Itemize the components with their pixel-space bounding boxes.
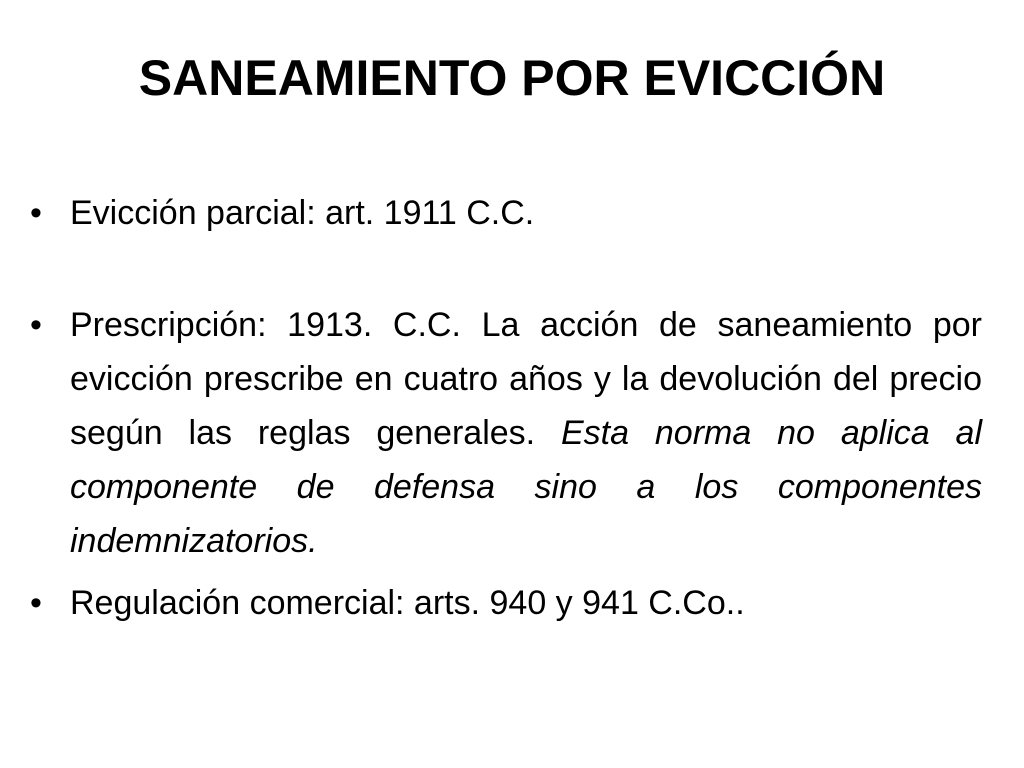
bullet-item	[30, 186, 982, 240]
bullet-italic-text: Esta norma no aplica al componente de defensa sino a los componentes indemnizatorios.	[70, 414, 983, 560]
bullet-text: Evicción parcial: art. 1911 C.C.	[70, 194, 535, 232]
bullet-marker: •	[30, 584, 42, 622]
bullet-item	[30, 298, 982, 568]
bullet-text: Regulación comercial: arts. 940 y 941 C.Co..	[70, 584, 745, 622]
bullet-marker: •	[30, 194, 42, 232]
bullet-item	[30, 576, 982, 630]
bullet-list	[30, 186, 982, 630]
bullet-text: Prescripción: 1913. C.C. La acción de saneamiento por evicción prescribe en cuatro años y la devolución del precio según las reglas generales.	[70, 306, 982, 452]
bullet-marker: •	[30, 306, 42, 344]
slide-title: SANEAMIENTO POR EVICCIÓN	[138, 50, 886, 106]
